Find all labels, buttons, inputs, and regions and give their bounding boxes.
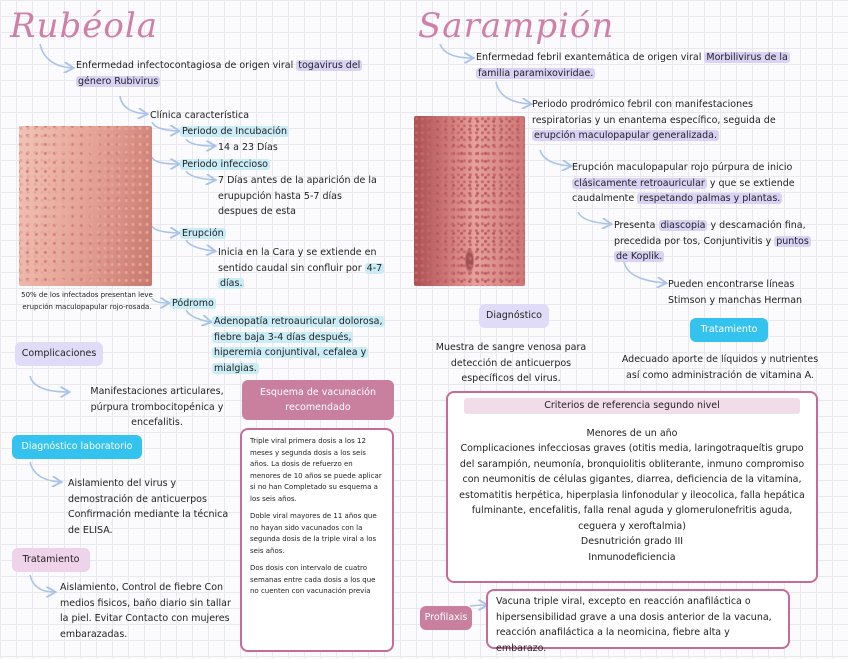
rubeola-virus-highlight: togavirus del género Rubivirus — [78, 60, 361, 87]
rubeola-erupcion-label: Erupción — [182, 228, 224, 239]
sarampion-prodromico-text: Periodo prodrómico febril con manifestaciones respiratorias y un enantema específico, seguida de — [532, 99, 776, 126]
sarampion-descamacion-text-1: Presenta — [614, 220, 659, 231]
rubeola-prodromo-text-wrap — [212, 314, 396, 376]
rubeola-erupcion-desc: Inicia en la Cara y se extiende en sentido caudal sin confluir por — [218, 247, 377, 274]
sarampion-tratamiento-text: Adecuado aporte de líquidos y nutrientes así como administración de vitamina A. — [621, 354, 819, 381]
rubeola-erupcion-text — [218, 245, 388, 292]
rubeola-incubacion-label-wrap — [180, 124, 289, 140]
criterio-complicaciones: Complicaciones infecciosas graves (otitis media, laringotraqueítis grupo del sarampión, neumonía, bronquiolitis obliterante, inmuno compromiso con neumonitis de células gigantes, diarrea, deficiencia de la vitamina, estomatitis herpética, hiperplasia linfonodular y ileocolica, falla hepática fulminante, encefalitis, falla renal aguda y glomerulonefritis aguda, ceguera y xeroftalmia) — [459, 443, 805, 532]
sarampion-erupcion — [572, 160, 812, 207]
rubeola-diagnostico-badge: Diagnóstico laboratorio — [12, 435, 142, 459]
rubeola-complicaciones-badge: Complicaciones — [15, 342, 103, 366]
sarampion-koplik-highlight: puntos de Koplik. — [616, 235, 809, 262]
rubeola-prodromo-label-wrap — [170, 296, 216, 312]
sarampion-prodromico-highlight: erupción maculopapular generalizada. — [534, 130, 718, 141]
rubeola-infeccioso-label-wrap — [180, 157, 270, 173]
sarampion-definition-text: Enfermedad febril exantemática de origen viral — [476, 52, 705, 63]
rubeola-incubacion-label: Periodo de Incubación — [182, 126, 287, 137]
vacunacion-paragraph-2: Doble viral mayores de 11 años que no hayan sido vacunados con la segunda dosis de la triple viral a los seis años. — [250, 512, 377, 555]
rubeola-tratamiento-text: Aislamiento, Control de fiebre Con medios fisicos, baño diario sin tallar la piel. Evitar Contacto con mujeres embarazadas. — [60, 582, 231, 640]
rubeola-definition-text: Enfermedad infectocontagiosa de origen viral — [76, 60, 297, 71]
rubeola-incubacion-text: 14 a 23 Días — [218, 142, 278, 153]
sarampion-rash-photo — [414, 116, 525, 286]
sarampion-lineas: Pueden encontrarse líneas Stimson y manchas Herman — [668, 279, 803, 306]
rubeola-erupcion-days: 4-7 días. — [220, 262, 383, 289]
sarampion-erupcion-text-1: Erupción maculopapular rojo púrpura de inicio — [572, 162, 793, 173]
criterios-box — [446, 391, 818, 583]
rubeola-prodromo-text: Adenopatía retroauricular dolorosa, fiebre baja 3-4 días después, hiperemia conjuntival, cefalea y mialgias. — [214, 316, 383, 374]
sarampion-diagnostico-text: Muestra de sangre venosa para detección de anticuerpos específicos del virus. — [435, 342, 587, 384]
sarampion-tratamiento-badge: Tratamiento — [690, 318, 768, 342]
rubeola-tratamiento-badge: Tratamiento — [12, 548, 90, 572]
rubeola-diagnostico-text: Aislamiento del virus y demostración de anticuerpos Confirmación mediante la técnica de ELISA. — [68, 478, 229, 536]
rubeola-title: Rubéola — [10, 6, 158, 46]
vacunacion-paragraph-3: Dos dosis con intervalo de cuatro semanas entre cada dosis a los que no cuenten con vacunación previa — [250, 564, 376, 595]
sarampion-descamacion — [614, 218, 814, 265]
criterio-desnutricion: Desnutrición grado III — [580, 536, 684, 547]
profilaxis-text: Vacuna triple viral, excepto en reacción anafiláctica o hipersensibilidad grave a una dosis anterior de la vacuna, reacción anafiláctica a la neomicina, fiebre alta y embarazo. — [496, 596, 772, 654]
sarampion-prodromico — [532, 97, 802, 144]
criterio-menores: Menores de un año — [586, 427, 678, 439]
rubeola-rash-photo — [19, 126, 152, 286]
rubeola-photo-caption: 50% de los infectados presentan leve erupción maculopapular rojo-rosada. — [21, 291, 153, 311]
rubeola-erupcion-label-wrap — [180, 226, 226, 242]
sarampion-erupcion-text-2: y que se extiende caudalmente — [572, 177, 795, 204]
rubeola-clinica: Clínica característica — [150, 110, 250, 121]
sarampion-virus-highlight: Morbilivirus de la familia paramixoviridae. — [478, 52, 788, 79]
sarampion-diagnostico-badge: Diagnóstico — [479, 304, 549, 328]
rubeola-prodromo-label: Pódromo — [172, 298, 214, 309]
vacunacion-box — [240, 428, 394, 652]
vacunacion-header: Esquema de vacunación recomendado — [242, 380, 394, 420]
criterios-header: Criterios de referencia segundo nivel — [464, 398, 800, 414]
profilaxis-badge: Profilaxis — [420, 606, 472, 630]
vacunacion-paragraph-1: Triple viral primera dosis a los 12 meses y segunda dosis a los seis años. La dosis de refuerzo en menores de 10 años se puede aplicar si no han Completado su esquema a los seis años. — [250, 437, 382, 503]
sarampion-erupcion-highlight-1: clásicamente retroauricular — [574, 177, 705, 189]
profilaxis-box — [486, 589, 790, 654]
sarampion-diascopia-highlight: diascopia — [660, 220, 706, 231]
sarampion-erupcion-highlight-2: respetando palmas y plantas. — [639, 193, 781, 204]
rubeola-definition — [76, 58, 376, 89]
rubeola-infeccioso-label: Periodo infeccioso — [182, 159, 268, 170]
criterio-inmunodeficiencia: Inmunodeficiencia — [588, 551, 676, 563]
sarampion-definition — [476, 50, 806, 81]
sarampion-descamacion-text-2: y descamación fina, precedida por tos, Conjuntivitis y — [614, 220, 806, 247]
rubeola-complicaciones-text: Manifestaciones articulares, púrpura trombocitopénica y encefalitis. — [90, 386, 224, 428]
sarampion-title: Sarampión — [418, 6, 615, 46]
rubeola-infeccioso-text: 7 Días antes de la aparición de la erupupción hasta 5-7 días despues de esta — [218, 175, 377, 217]
